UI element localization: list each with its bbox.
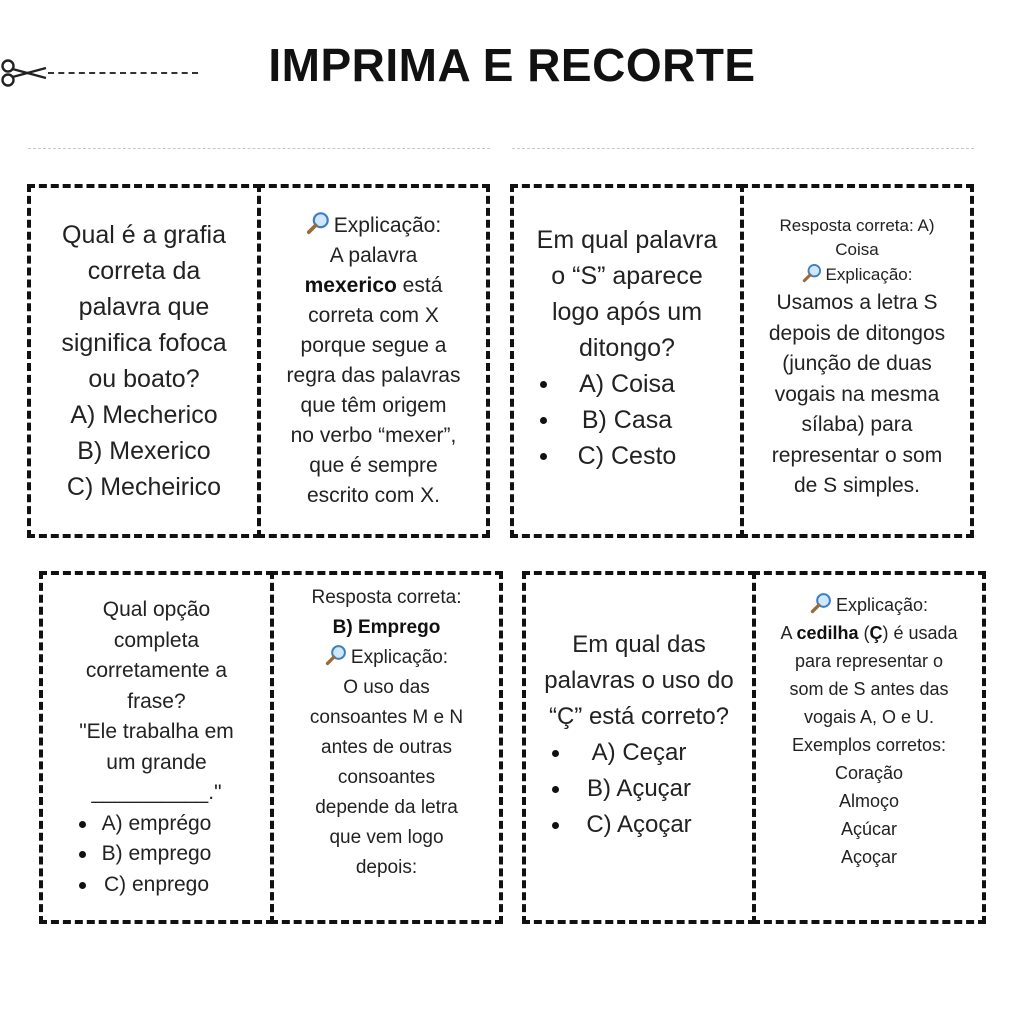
explanation-card-3: Resposta correta: B) Emprego Explicação: O uso das consoantes M e N antes de outras consoantes depende da letra que vem logo depois: xyxy=(270,571,503,924)
bullet xyxy=(79,851,86,858)
option-a: A) Ceçar xyxy=(534,735,744,771)
options-list xyxy=(67,397,221,505)
answer-text: Resposta correta: A) Coisa xyxy=(779,216,935,259)
option-b: B) Casa xyxy=(522,402,732,438)
explanation-card-2: Resposta correta: A) Coisa Explicação: Usamos a letra S depois de ditongos (junção de duas vogais na mesma sílaba) para representar o som de S simples. xyxy=(740,184,974,538)
magnifier-icon xyxy=(325,644,347,666)
page-title: IMPRIMA E RECORTE xyxy=(268,39,756,91)
question-card-4 xyxy=(522,571,756,924)
option-a: A) Coisa xyxy=(522,366,732,402)
bold-word: mexerico xyxy=(304,274,397,297)
options-list xyxy=(51,809,262,901)
question-card-3 xyxy=(39,571,274,924)
bullet xyxy=(540,381,547,388)
options-list xyxy=(534,735,744,843)
bullet xyxy=(552,822,559,829)
option-b: B) emprego xyxy=(51,839,262,870)
option-b: B) Mexerico xyxy=(77,437,211,465)
question-text: Em qual palavra o “S” aparece logo após um ditongo? xyxy=(536,226,718,362)
bold-char: Ç xyxy=(869,623,883,643)
bullet xyxy=(552,786,559,793)
question-card-1 xyxy=(27,184,261,538)
bullet xyxy=(552,750,559,757)
bullet xyxy=(540,417,547,424)
options-list xyxy=(522,366,732,474)
cut-guide-left xyxy=(28,148,490,149)
option-a: A) Mecherico xyxy=(70,401,218,429)
explanation-header: Explicação: xyxy=(325,643,448,673)
question-text: Qual é a grafia correta da palavra que significa fofoca ou boato? xyxy=(61,221,227,393)
explanation-header: Explicação: xyxy=(306,211,441,241)
option-c: C) Cesto xyxy=(522,438,732,474)
explanation-header: Explicação: xyxy=(802,262,913,288)
option-c: C) Açoçar xyxy=(534,807,744,843)
option-c: C) enprego xyxy=(51,870,262,901)
option-a: A) emprégo xyxy=(51,809,262,840)
option-b: B) Açuçar xyxy=(534,771,744,807)
explanation-card-1: Explicação: A palavra mexerico está correta com X porque segue a regra das palavras que têm origem no verbo “mexer”, que é sempre escrito com X. xyxy=(257,184,490,538)
question-card-2 xyxy=(510,184,744,538)
cut-guide-right xyxy=(512,148,974,149)
explanation-card-4: Explicação: A cedilha (Ç) é usada para representar o som de S antes das vogais A, O e U. Exemplos corretos: Coração Almoço Açúcar Açoçar xyxy=(752,571,986,924)
bullet xyxy=(540,453,547,460)
explanation-header: Explicação: xyxy=(810,591,928,619)
bullet xyxy=(79,821,86,828)
magnifier-icon xyxy=(802,263,822,283)
question-text: Em qual das palavras o uso do “Ç” está correto? xyxy=(544,631,734,730)
magnifier-icon xyxy=(810,592,832,614)
question-text: Qual opção completa corretamente a frase? "Ele trabalha em um grande __________." xyxy=(79,598,234,804)
magnifier-icon xyxy=(306,211,330,235)
bold-word: cedilha xyxy=(796,623,859,643)
bullet xyxy=(79,882,86,889)
option-c: C) Mecheirico xyxy=(66,473,222,501)
correct-answer: B) Emprego xyxy=(332,617,441,638)
